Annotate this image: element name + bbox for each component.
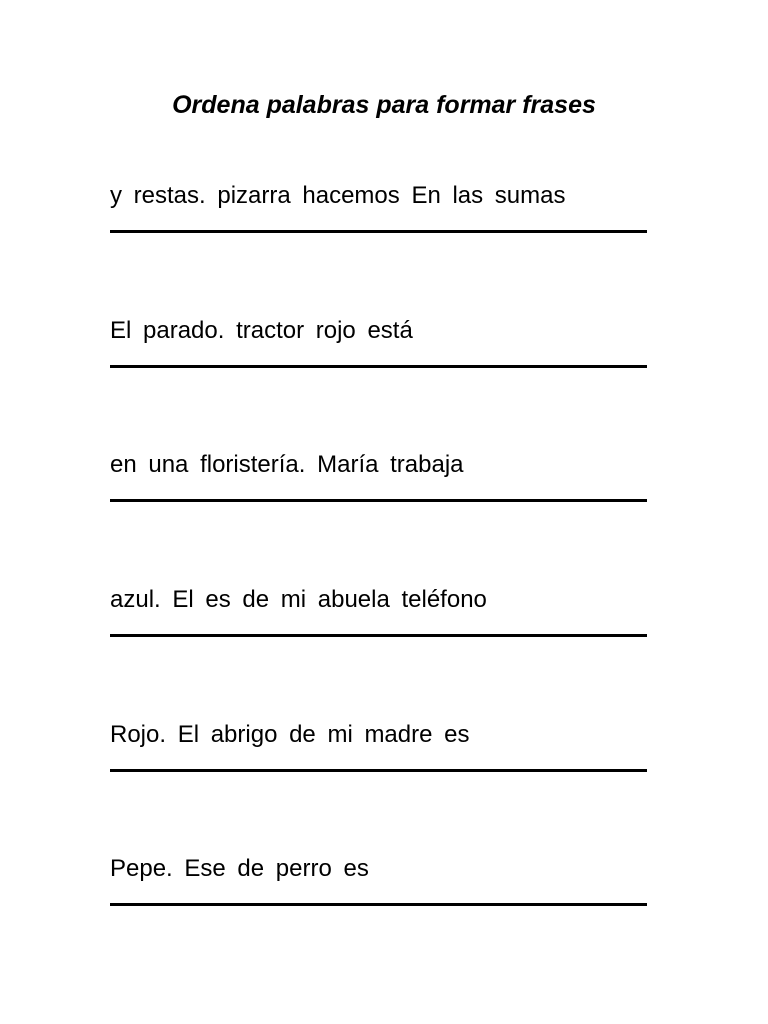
exercise-item [110, 450, 648, 530]
answer-line[interactable] [110, 903, 647, 906]
exercise-item [110, 585, 648, 665]
exercise-item [110, 316, 648, 396]
exercise-item [110, 720, 648, 800]
answer-line[interactable] [110, 365, 647, 368]
worksheet-title: Ordena palabras para formar frases [172, 91, 596, 119]
exercise-item [110, 854, 648, 934]
answer-line[interactable] [110, 769, 647, 772]
scrambled-words: Pepe. Ese de perro es [110, 855, 369, 882]
answer-line[interactable] [110, 499, 647, 502]
scrambled-words: El parado. tractor rojo está [110, 317, 413, 344]
exercise-item [110, 181, 648, 261]
scrambled-words: y restas. pizarra hacemos En las sumas [110, 182, 566, 209]
scrambled-words: Rojo. El abrigo de mi madre es [110, 721, 470, 748]
answer-line[interactable] [110, 634, 647, 637]
answer-line[interactable] [110, 230, 647, 233]
scrambled-words: en una floristería. María trabaja [110, 451, 464, 478]
scrambled-words: azul. El es de mi abuela teléfono [110, 586, 487, 613]
